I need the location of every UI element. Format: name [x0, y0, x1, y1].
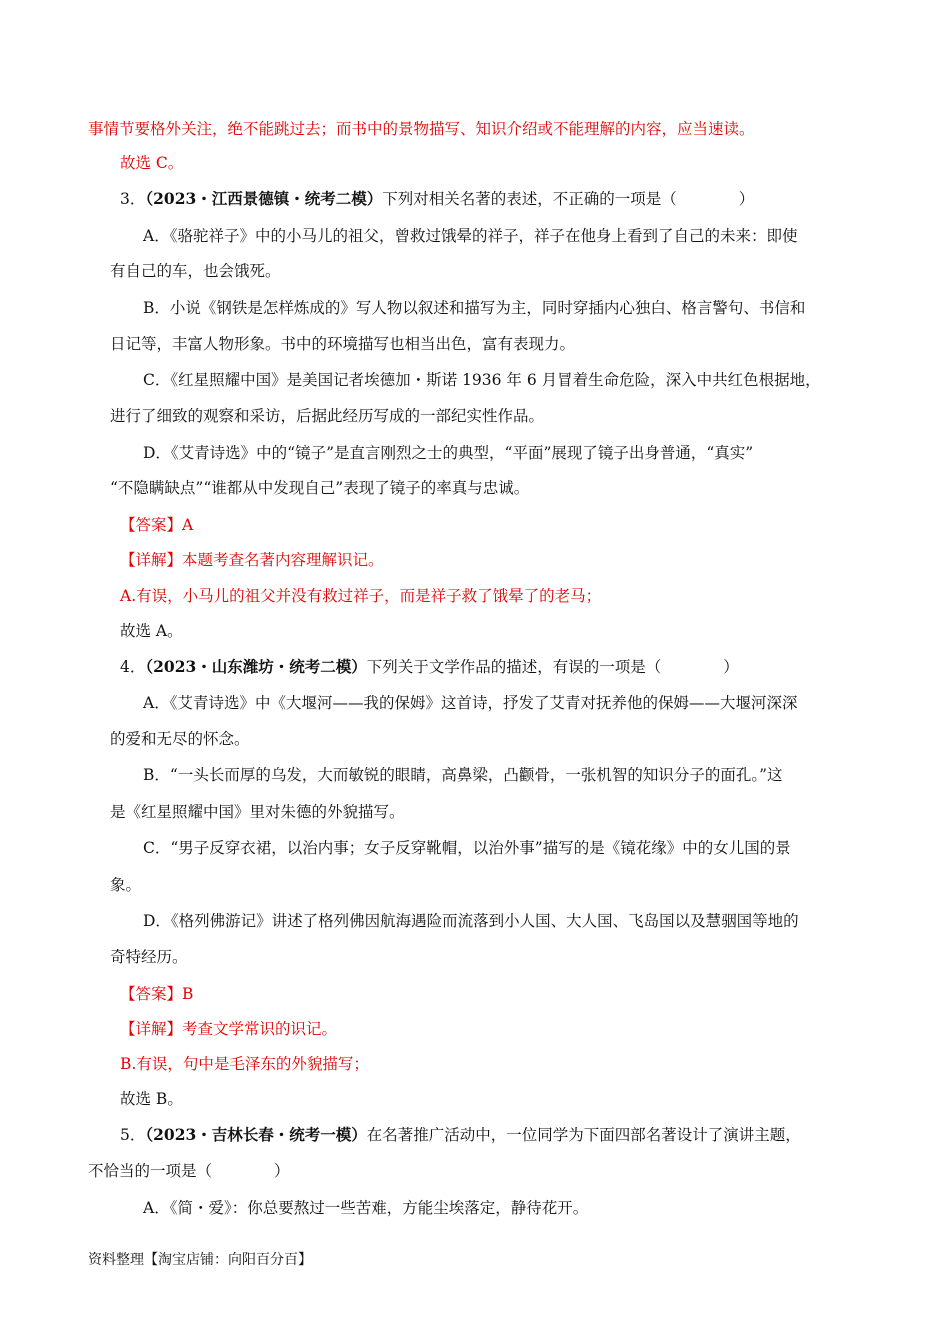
q4-option-c-line1: C．“男子反穿衣裙，以治内事；女子反穿靴帽，以治外事”描写的是《镜花缘》中的女儿国的景	[143, 839, 791, 857]
question-3-header	[120, 188, 754, 210]
question-stem: 在名著推广活动中，一位同学为下面四部名著设计了演讲主题，	[366, 1126, 801, 1144]
question-number: 5．	[120, 1126, 146, 1144]
q4-option-a-line2: 的爱和无尽的怀念。	[110, 730, 250, 748]
q4-option-a-line1: A．《艾青诗选》中《大堰河——我的保姆》这首诗，抒发了艾青对抚养他的保姆——大堰河深深	[143, 694, 798, 712]
question-4-header	[120, 656, 739, 678]
question-stem: 下列关于文学作品的描述，有误的一项是（ ）	[366, 658, 739, 676]
q4-option-d-line2: 奇特经历。	[110, 948, 188, 966]
question-5-header	[120, 1124, 801, 1146]
q3-answer: 【答案】A	[120, 516, 194, 534]
q3-explanation: A.有误，小马儿的祖父并没有救过祥子，而是祥子救了饿晕了的老马；	[120, 587, 602, 605]
prev-explanation-line: 事情节要格外关注，绝不能跳过去；而书中的景物描写、知识介绍或不能理解的内容，应当速读。	[88, 120, 755, 138]
q3-option-d-line2: “不隐瞒缺点”“谁都从中发现自己”表现了镜子的率真与忠诚。	[110, 479, 530, 497]
page-footer: 资料整理【淘宝店铺：向阳百分百】	[88, 1252, 312, 1268]
prev-selection: 故选 C。	[120, 154, 184, 172]
q3-option-b-line1: B．小说《钢铁是怎样炼成的》写人物以叙述和描写为主，同时穿插内心独白、格言警句、书信和	[143, 299, 806, 317]
q3-option-a-line1: A．《骆驼祥子》中的小马儿的祖父，曾救过饿晕的祥子，祥子在他身上看到了自己的未来：即使	[143, 227, 798, 245]
q3-option-b-line2: 日记等，丰富人物形象。书中的环境描写也相当出色，富有表现力。	[110, 335, 576, 353]
q4-option-d-line1: D．《格列佛游记》讲述了格列佛因航海遇险而流落到小人国、大人国、飞岛国以及慧骃国等地的	[143, 912, 799, 930]
q3-option-c-line1: C．《红星照耀中国》是美国记者埃德加・斯诺 1936 年 6 月冒着生命危险，深入中共红色根据地，	[143, 371, 821, 389]
question-source: （2023・江西景德镇・统考二模）	[145, 189, 383, 208]
question-number: 3．	[120, 190, 146, 208]
q5-option-a-line1: A．《简・爱》：你总要熬过一些苦难，方能尘埃落定，静待花开。	[143, 1199, 589, 1217]
q3-detail: 【详解】本题考查名著内容理解识记。	[120, 551, 384, 569]
q3-option-d-line1: D．《艾青诗选》中的“镜子”是直言刚烈之士的典型，“平面”展现了镜子出身普通，“真实”	[143, 444, 754, 462]
q4-option-b-line1: B．“一头长而厚的乌发，大而敏锐的眼睛，高鼻梁，凸颧骨，一张机智的知识分子的面孔。”这	[143, 766, 783, 784]
q3-option-a-line2: 有自己的车，也会饿死。	[110, 262, 281, 280]
question-number: 4．	[120, 658, 146, 676]
question-stem: 下列对相关名著的表述，不正确的一项是（ ）	[382, 190, 755, 208]
q4-option-b-line2: 是《红星照耀中国》里对朱德的外貌描写。	[110, 803, 405, 821]
question-source: （2023・山东潍坊・统考二模）	[145, 657, 367, 676]
q5-stem-line2: 不恰当的一项是（ ）	[88, 1162, 290, 1180]
q3-option-c-line2: 进行了细致的观察和采访，后据此经历写成的一部纪实性作品。	[110, 407, 545, 425]
q4-option-c-line2: 象。	[110, 876, 142, 894]
q4-selection: 故选 B。	[120, 1090, 183, 1108]
q4-detail: 【详解】考查文学常识的识记。	[120, 1020, 338, 1038]
q4-explanation: B.有误，句中是毛泽东的外貌描写；	[120, 1055, 369, 1073]
q4-answer: 【答案】B	[120, 985, 194, 1003]
q3-selection: 故选 A。	[120, 622, 183, 640]
question-source: （2023・吉林长春・统考一模）	[145, 1125, 367, 1144]
